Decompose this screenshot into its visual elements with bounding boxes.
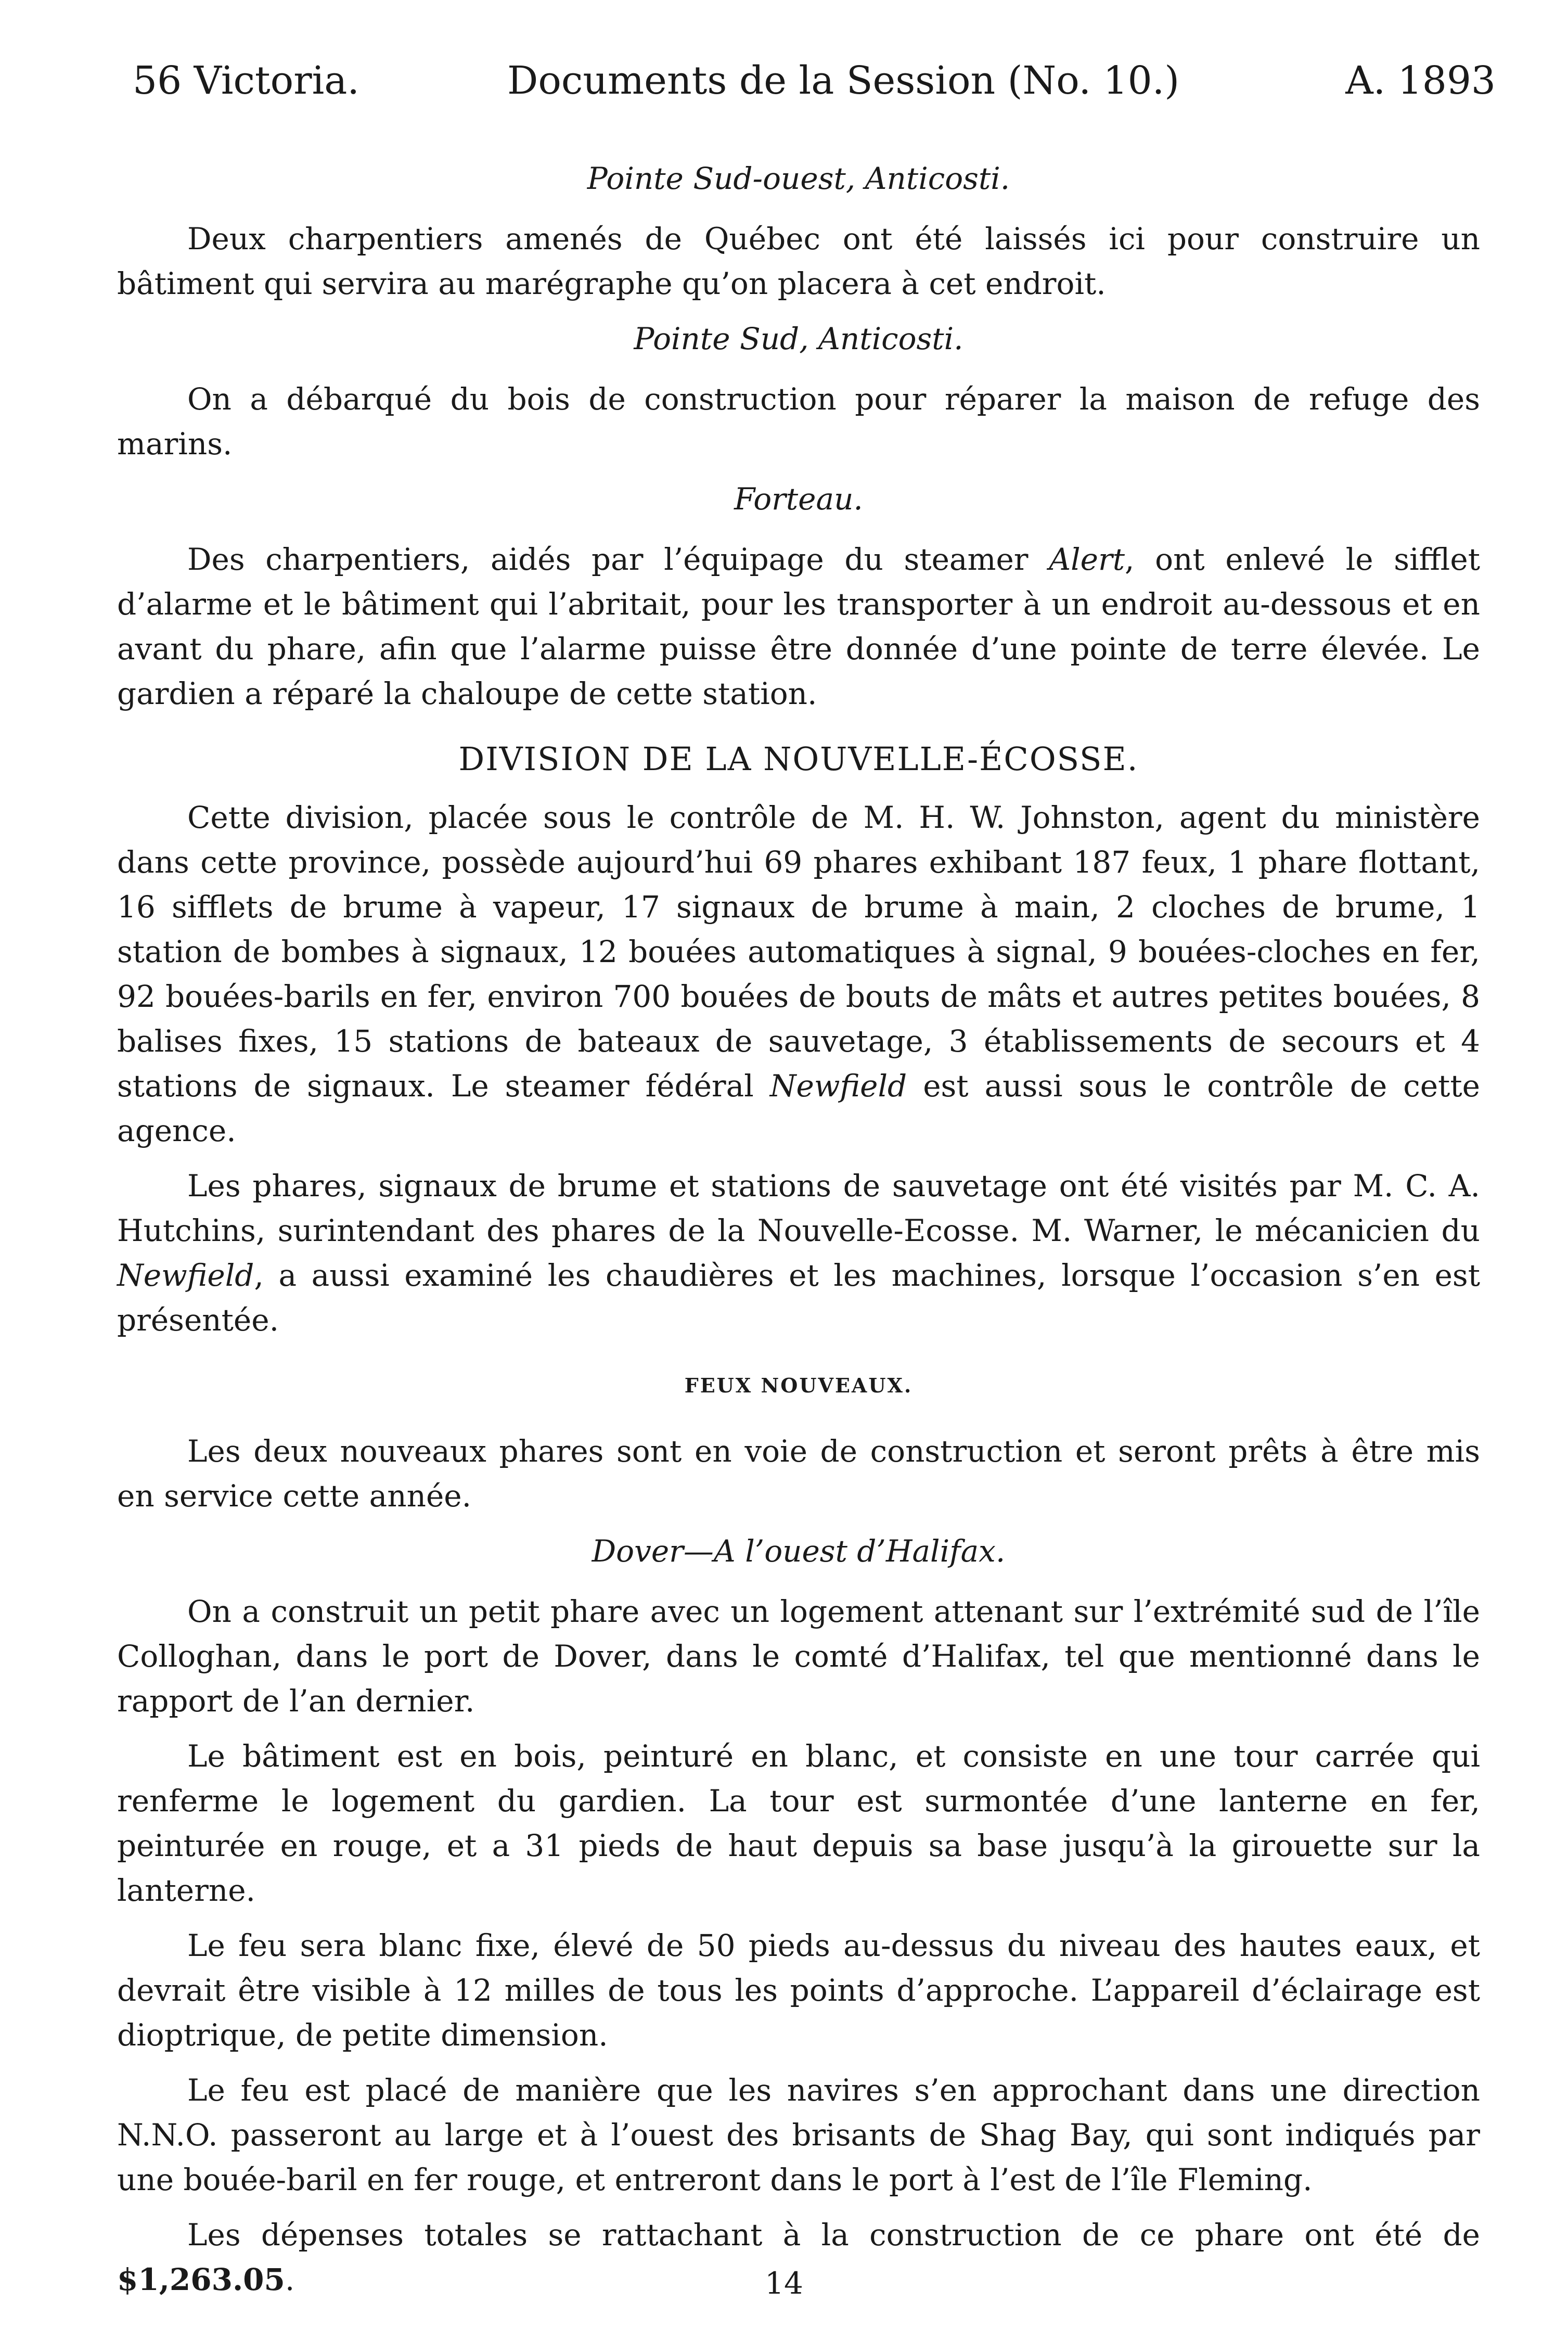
forteau-text-1: Des charpentiers, aidés par l’équipage du steamer <box>187 542 1049 577</box>
paragraph-dover-4: Le feu est placé de manière que les navires s’en approchant dans une direction N.N.O. passeront au large et à l’ouest des brisants de Shag Bay, qui sont indiqués par une bouée-baril en fer rouge, et entreront dans le port à l’est de l’île Fleming. <box>117 2073 1480 2197</box>
header-year: A. 1893 <box>1345 58 1496 103</box>
ship-name-newfield-2: Newfield <box>117 1258 254 1293</box>
heading-pointe-sud-ouest: Pointe Sud-ouest, Anticosti. <box>587 161 1010 196</box>
running-header <box>133 49 1496 112</box>
paragraph-dover-1: On a construit un petit phare avec un logement attenant sur l’extrémité sud de l’île Colloghan, dans le port de Dover, dans le comté d’Halifax, tel que mentionné dans le rapport de l’an dernier. <box>117 1594 1480 1719</box>
division-text-4: , a aussi examiné les chaudières et les machines, lorsque l’occasion s’en est présentée. <box>117 1258 1480 1338</box>
header-session-year: 56 Victoria. <box>133 58 359 103</box>
dover-cost-end: . <box>285 2262 295 2297</box>
paragraph-dover-2: Le bâtiment est en bois, peinturé en blanc, et consiste en une tour carrée qui renferme le logement du gardien. La tour est surmontée d’une lanterne en fer, peinturée en rouge, et a 31 pieds de haut depuis sa base jusqu’à la girouette sur la lanterne. <box>117 1738 1480 1908</box>
body-text <box>117 156 1480 2312</box>
heading-dover: Dover—A l’ouest d’Halifax. <box>592 1533 1006 1569</box>
paragraph-division-2 <box>117 1163 1480 1342</box>
ship-name-alert: Alert <box>1049 542 1125 577</box>
heading-feux-nouveaux: FEUX NOUVEAUX. <box>684 1374 913 1397</box>
dover-cost-text: Les dépenses totales se rattachant à la construction de ce phare ont été de <box>187 2217 1480 2253</box>
heading-division-nouvelle-ecosse: DIVISION DE LA NOUVELLE-ÉCOSSE. <box>458 740 1139 778</box>
paragraph-pointe-sud: On a débarqué du bois de construction pour réparer la maison de refuge des marins. <box>117 381 1480 462</box>
heading-forteau: Forteau. <box>734 481 863 517</box>
page-number: 14 <box>765 2266 803 2301</box>
division-text-1: Cette division, placée sous le contrôle de M. H. W. Johnston, agent du ministère dans cette province, possède aujourd’hui 69 phares exhibant 187 feux, 1 phare flottant, 16 sifflets de brume à vapeur, 17 signaux de brume à main, 2 cloches de brume, 1 station de bombes à signaux, 12 bouées automatiques à signal, 9 bouées-cloches en fer, 92 bouées-barils en fer, environ 700 bouées de bouts de mâts et autres petites bouées, 8 balises fixes, 15 stations de bateaux de sauvetage, 3 établissements de secours et 4 stations de signaux. Le steamer fédéral <box>117 800 1480 1104</box>
ship-name-newfield: Newfield <box>769 1068 907 1104</box>
header-document-title: Documents de la Session (No. 10.) <box>507 58 1180 103</box>
paragraph-division-1 <box>117 795 1480 1153</box>
forteau-text-2: , ont enlevé le sifflet d’alarme et le bâtiment qui l’abritait, pour les transporter à un endroit au-dessous et en avant du phare, afin que l’alarme puisse être donnée d’une pointe de terre élevée. Le gardien a réparé la chaloupe de cette station. <box>117 542 1481 711</box>
paragraph-forteau <box>117 537 1480 716</box>
cost-amount: $1,263.05 <box>117 2262 285 2297</box>
division-text-2: est aussi sous le contrôle de cette agence. <box>117 1068 1480 1148</box>
heading-pointe-sud: Pointe Sud, Anticosti. <box>634 321 963 356</box>
paragraph-dover-3: Le feu sera blanc fixe, élevé de 50 pieds au-dessus du niveau des hautes eaux, et devrait être visible à 12 milles de tous les points d’approche. L’appareil d’éclairage est dioptrique, de petite dimension. <box>117 1928 1480 2053</box>
paragraph-feux-nouveaux: Les deux nouveaux phares sont en voie de construction et seront prêts à être mis en service cette année. <box>117 1434 1480 1514</box>
paragraph-pointe-sud-ouest: Deux charpentiers amenés de Québec ont été laissés ici pour construire un bâtiment qui servira au marégraphe qu’on placera à cet endroit. <box>117 221 1480 301</box>
division-text-3: Les phares, signaux de brume et stations de sauvetage ont été visités par M. C. A. Hutchins, surintendant des phares de la Nouvelle-Ecosse. M. Warner, le mécanicien du <box>117 1168 1480 1248</box>
